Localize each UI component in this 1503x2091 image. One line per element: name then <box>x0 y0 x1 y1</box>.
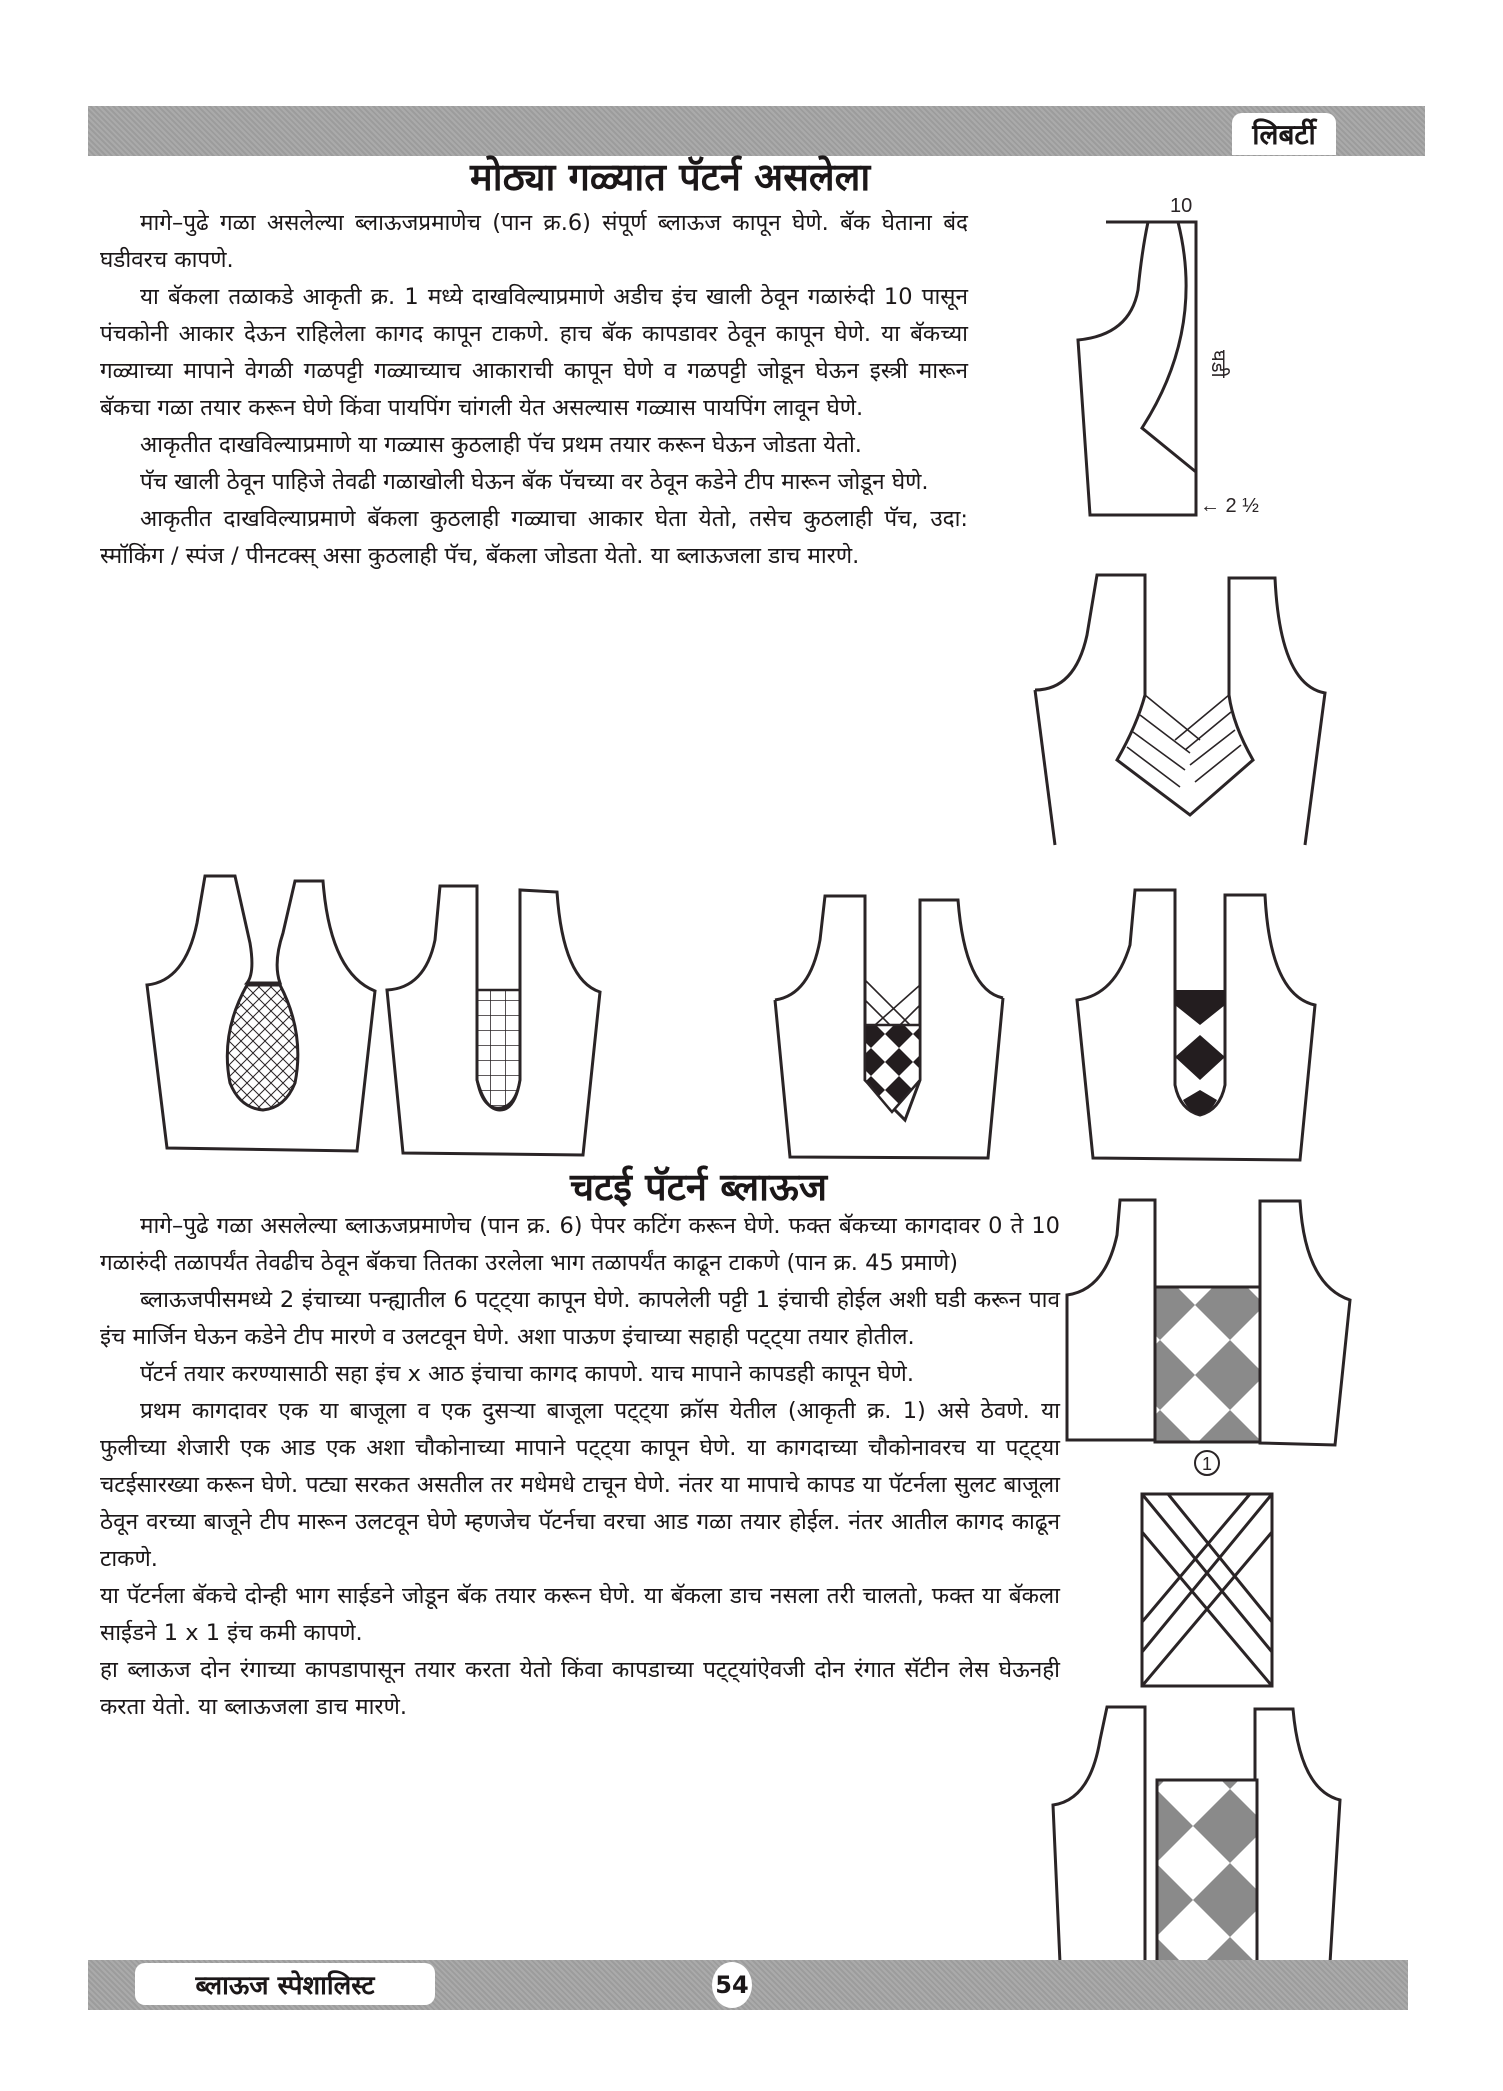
paragraph: ब्लाऊजपीसमध्ये 2 इंचाच्या पन्ह्यातील 6 पट्ट्या कापून घेणे. कापलेली पट्टी 1 इंचाची होईल अशी घडी करून पाव इंच मार्जिन घेऊन कडेने टीप मारणे व उलटवून घेणे. अशा पाऊण इंचाच्या सहाही पट्ट्या तयार होतील. <box>100 1287 1060 1350</box>
checkered-back-figure <box>1055 1195 1355 1495</box>
section1-title: मोठ्या गळ्यात पॅटर्न असलेला <box>470 155 871 199</box>
paragraph: या बॅकला तळाकडे आकृती क्र. 1 मध्ये दाखविल्याप्रमाणे अडीच इंच खाली ठेवून गळारुंदी 10 पासून पंचकोनी आकार देऊन राहिलेला कागद कापून टाकणे. हाच बॅक कापडावर ठेवून कापून घेणे. या बॅकच्या गळ्याच्या मापाने वेगळी गळपट्टी गळ्याच्याच आकाराची कापून घेणे व गळपट्टी जोडून घेऊन इस्त्री मारून बॅकचा गळा तयार करून घेणे किंवा पायपिंग चांगली येत असल्यास गळ्यास पायपिंग लावून घेणे. <box>100 284 968 421</box>
back-design-diamond-u <box>1075 885 1335 1165</box>
paragraph: आकृतीत दाखविल्याप्रमाणे बॅकला कुठलाही गळ्याचा आकार घेता येतो, तसेच कुठलाही पॅच, उदा: स्मॉकिंग / स्पंज / पीनटक्स् असा कुठलाही पॅच, बॅकला जोडता येतो. या ब्लाऊजला डाच मारणे. <box>100 506 968 569</box>
back-pattern-figure <box>1070 190 1330 530</box>
paragraph: मागे–पुढे गळा असलेल्या ब्लाऊजप्रमाणेच (पान क्र.6) संपूर्ण ब्लाऊज कापून घेणे. बॅक घेताना बंद घडीवरच कापणे. <box>100 210 968 273</box>
back-design-grid <box>385 880 610 1165</box>
section1-body <box>100 205 968 575</box>
paragraph: प्रथम कागदावर एक या बाजूला व एक दुसऱ्या बाजूला पट्ट्या क्रॉस येतील (आकृती क्र. 1) असे ठेवणे. या फुलीच्या शेजारी एक आड एक अशा चौकोनाच्या मापाने पट्ट्या कापून घेणे. या कागदाच्या चौकोनावरच या पट्ट्या चटईसारख्या करून घेणे. पट्या सरकत असतील तर मधेमधे टाचून घेणे. नंतर या मापाचे कापड या पॅटर्नला सुलट बाजूला ठेवून वरच्या बाजूने टीप मारून उलटवून घेणे म्हणजेच पॅटर्नचा वरचा आड गळा तयार होईल. नंतर आतील कागद काढून टाकणे. <box>100 1398 1060 1572</box>
crossed-strips-figure <box>1140 1492 1280 1692</box>
width-label: 10 <box>1170 195 1193 217</box>
assembled-back-figure <box>1045 1705 1345 1965</box>
paragraph: आकृतीत दाखविल्याप्रमाणे या गळ्यास कुठलाही पॅच प्रथम तयार करून घेऊन जोडता येतो. <box>140 432 862 458</box>
page-number: 54 <box>712 1962 752 2008</box>
section2-body <box>100 1208 1060 1726</box>
paragraph: या पॅटर्नला बॅकचे दोन्ही भाग साईडने जोडून बॅक तयार करून घेणे. या बॅकला डाच नसला तरी चालतो, फक्त या बॅकला साईडने 1 x 1 इंच कमी कापणे. <box>100 1583 1060 1646</box>
figure-number: 1 <box>1202 1454 1213 1474</box>
paragraph: हा ब्लाऊज दोन रंगाच्या कापडापासून तयार करता येतो किंवा कापडाच्या पट्ट्यांऐवजी दोन रंगात सॅटीन लेस घेऊनही करता येतो. या ब्लाऊजला डाच मारणे. <box>100 1657 1060 1720</box>
paragraph: पॅच खाली ठेवून पाहिजे तेवढी गळाखोली घेऊन बॅक पॅचच्या वर ठेवून कडेने टीप मारून जोडून घेणे. <box>140 469 929 495</box>
drop-label: ← 2 ½ <box>1200 495 1259 517</box>
book-title: ब्लाऊज स्पेशालिस्ट <box>135 1963 435 2005</box>
chevron-patch-figure <box>1025 575 1345 845</box>
back-design-diamond-v <box>745 880 985 1165</box>
paragraph: पॅटर्न तयार करण्यासाठी सहा इंच x आठ इंचाचा कागद कापणे. याच मापाने कापडही कापून घेणे. <box>140 1361 914 1387</box>
back-design-teardrop <box>145 873 385 1163</box>
paragraph: मागे–पुढे गळा असलेल्या ब्लाऊजप्रमाणेच (पान क्र. 6) पेपर कटिंग करून घेणे. फक्त बॅकच्या कागदावर 0 ते 10 गळारुंदी तळापर्यंत तेवढीच ठेवून बॅकचा तितका उरलेला भाग तळापर्यंत काढून टाकणे (पान क्र. 45 प्रमाणे) <box>100 1213 1060 1276</box>
section2-title: चटई पॅटर्न ब्लाऊज <box>570 1165 828 1209</box>
brand-label: लिबर्टी <box>1232 113 1336 155</box>
fold-label: घडी <box>1207 350 1229 378</box>
header-band <box>88 106 1425 156</box>
